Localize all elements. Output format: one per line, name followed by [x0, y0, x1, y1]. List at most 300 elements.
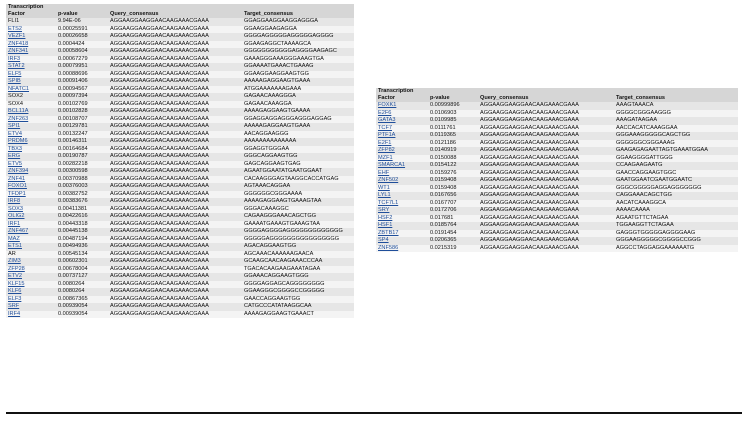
factor-link[interactable]: WT1: [378, 184, 390, 191]
table-row: [376, 215, 738, 223]
pvalue-cell: 0.00487194: [56, 236, 108, 244]
pvalue-cell: 0.0080264: [56, 288, 108, 296]
pvalue-cell: 0.0140919: [428, 147, 478, 155]
target-cell: AAAAGAGGAAGTGAAACT: [242, 311, 354, 319]
factor-link[interactable]: ELF5: [8, 70, 22, 77]
factor-link[interactable]: SP4: [378, 237, 389, 243]
factor-cell: [6, 258, 56, 266]
query-cell: AGGAAGGAAGGAACAAGAAACGAAA: [108, 33, 242, 41]
header-target: Target_consensus: [614, 88, 738, 102]
target-cell: AGAATGTTCTAGAA: [614, 215, 738, 223]
pvalue-cell: 0.0206365: [428, 237, 478, 245]
factor-link[interactable]: ZIM3: [8, 258, 21, 264]
target-cell: AACCACATCAAAGGAA: [614, 125, 738, 133]
query-cell: AGGAAGGAAGGAACAAGAAACGAAA: [108, 153, 242, 161]
pvalue-cell: 0.00383676: [56, 198, 108, 206]
pvalue-cell: 0.00164684: [56, 146, 108, 154]
factor-link[interactable]: FOXO1: [8, 183, 27, 189]
target-cell: GGGGGGGGGGGAGGGGAAGAGC: [242, 48, 354, 56]
factor-cell: [376, 162, 428, 170]
query-cell: AGGAAGGAAGGAACAAGAAACGAAA: [108, 251, 242, 259]
query-cell: AGGAAGGAAGGAACAAGAAACGAAA: [108, 146, 242, 154]
factor-link[interactable]: ERG: [8, 153, 21, 159]
factor-cell: [376, 207, 428, 215]
target-cell: GGAAGGGGATTGGG: [614, 155, 738, 163]
query-cell: AGGAAGGAAGGAACAAGAAACGAAA: [108, 206, 242, 214]
factor-cell: [6, 161, 56, 169]
factor-link[interactable]: SRY: [378, 207, 390, 213]
target-cell: GAATGGAATCGAATGGAATC: [614, 177, 738, 185]
factor-cell: [6, 296, 56, 304]
factor-link[interactable]: ETV5: [8, 160, 22, 167]
pvalue-cell: 0.00146311: [56, 138, 108, 146]
query-cell: AGGAAGGAAGGAACAAGAAACGAAA: [108, 303, 242, 311]
query-cell: AGGAAGGAAGGAACAAGAAACGAAA: [478, 110, 614, 118]
query-cell: AGGAAGGAAGGAACAAGAAACGAAA: [108, 116, 242, 124]
left-table-body: [6, 18, 354, 318]
pvalue-cell: 0.00108707: [56, 116, 108, 124]
factor-cell: [6, 266, 56, 274]
query-cell: AGGAAGGAAGGAACAAGAAACGAAA: [478, 162, 614, 170]
factor-link[interactable]: ZFP82: [378, 147, 395, 153]
factor-link[interactable]: OLIG2: [8, 213, 25, 219]
factor-link[interactable]: ETV2: [8, 273, 22, 279]
pvalue-cell: 0.00445138: [56, 228, 108, 236]
query-cell: AGGAAGGAAGGAACAAGAAACGAAA: [478, 177, 614, 185]
query-cell: AGGAAGGAAGGAACAAGAAACGAAA: [108, 266, 242, 274]
target-cell: CAGGAAACAGCTGG: [614, 192, 738, 200]
query-cell: AGGAAGGAAGGAACAAGAAACGAAA: [108, 131, 242, 139]
query-cell: AGGAAGGAAGGAACAAGAAACGAAA: [108, 168, 242, 176]
header-factor-line1: Transcription: [378, 88, 414, 94]
query-cell: AGGAAGGAAGGAACAAGAAACGAAA: [108, 311, 242, 319]
table-row: [6, 243, 354, 251]
table-row: [6, 138, 354, 146]
query-cell: AGGAAGGAAGGAACAAGAAACGAAA: [108, 191, 242, 199]
factor-cell: [6, 251, 56, 259]
query-cell: AGGAAGGAAGGAACAAGAAACGAAA: [478, 192, 614, 200]
table-row: [6, 71, 354, 79]
table-row: [6, 251, 354, 259]
pvalue-cell: 0.00545134: [56, 251, 108, 259]
pvalue-cell: 0.0167656: [428, 192, 478, 200]
factor-cell: [6, 116, 56, 124]
factor-cell: [376, 200, 428, 208]
query-cell: AGGAAGGAAGGAACAAGAAACGAAA: [108, 86, 242, 94]
factor-name: SOX2: [8, 93, 23, 99]
query-cell: AGGAAGGAAGGAACAAGAAACGAAA: [478, 207, 614, 215]
factor-link[interactable]: EHF: [378, 169, 390, 176]
factor-link[interactable]: SPI1: [8, 123, 21, 129]
table-row: [6, 168, 354, 176]
target-cell: TGACACAAGAAGAAATAGAA: [242, 266, 354, 274]
target-cell: GAAAATGAAAGTGAAAGTAA: [242, 221, 354, 229]
factor-link[interactable]: PTF1A: [378, 132, 396, 138]
table-row: [6, 311, 354, 319]
target-cell: AACAGGAAGGG: [242, 131, 354, 139]
target-cell: GGGGGGCGGGAAAG: [614, 140, 738, 148]
query-cell: AGGAAGGAAGGAACAAGAAACGAAA: [108, 243, 242, 251]
factor-cell: [6, 198, 56, 206]
pvalue-cell: 0.0159276: [428, 170, 478, 178]
factor-link[interactable]: TFDP1: [8, 190, 26, 197]
pvalue-cell: 0.0185764: [428, 222, 478, 230]
factor-link[interactable]: BCL11A: [8, 108, 29, 114]
table-row: [6, 63, 354, 71]
table-row: [376, 237, 738, 245]
factor-link[interactable]: NFATC1: [8, 85, 30, 92]
query-cell: AGGAAGGAAGGAACAAGAAACGAAA: [478, 215, 614, 223]
target-cell: AGGCCTAGGAGGAAAAAATG: [614, 245, 738, 253]
factor-cell: [6, 176, 56, 184]
factor-cell: [376, 147, 428, 155]
factor-cell: [6, 236, 56, 244]
pvalue-cell: 0.017681: [428, 215, 478, 223]
query-cell: AGGAAGGAAGGAACAAGAAACGAAA: [478, 147, 614, 155]
factor-link[interactable]: VEZF1: [8, 33, 26, 39]
factor-link[interactable]: TCF7L1: [378, 199, 399, 206]
table-row: [6, 131, 354, 139]
factor-cell: [6, 138, 56, 146]
target-cell: GGAAGGAAGAGGA: [242, 26, 354, 34]
factor-link[interactable]: ETS2: [8, 25, 22, 32]
factor-link[interactable]: IRF8: [8, 198, 21, 204]
query-cell: AGGAAGGAAGGAACAAGAAACGAAA: [108, 273, 242, 281]
factor-cell: [6, 146, 56, 154]
factor-cell: [6, 303, 56, 311]
query-cell: AGGAAGGAAGGAACAAGAAACGAAA: [108, 123, 242, 131]
pvalue-cell: 0.00058604: [56, 48, 108, 56]
factor-cell: [376, 110, 428, 118]
pvalue-cell: 0.00097394: [56, 93, 108, 101]
table-row: [6, 161, 354, 169]
factor-link[interactable]: LYL1: [378, 192, 391, 198]
table-row: [6, 86, 354, 94]
query-cell: AGGAAGGAAGGAACAAGAAACGAAA: [108, 101, 242, 109]
target-cell: GGAGGAAGGAAGGAGGGA: [242, 18, 354, 26]
pvalue-cell: 0.0159408: [428, 185, 478, 193]
pvalue-cell: 0.00370988: [56, 176, 108, 184]
table-row: [6, 78, 354, 86]
query-cell: AGGAAGGAAGGAACAAGAAACGAAA: [478, 222, 614, 230]
query-cell: AGGAAGGAAGGAACAAGAAACGAAA: [478, 125, 614, 133]
factor-cell: [6, 281, 56, 289]
factor-link[interactable]: HSF2: [378, 214, 393, 221]
table-row: [6, 56, 354, 64]
factor-cell: [6, 183, 56, 191]
factor-link[interactable]: ZNF263: [8, 115, 29, 122]
factor-cell: [376, 155, 428, 163]
factor-link[interactable]: E2F6: [378, 109, 392, 116]
pvalue-cell: 0.00422616: [56, 213, 108, 221]
query-cell: AGGAAGGAAGGAACAAGAAACGAAA: [108, 221, 242, 229]
target-cell: GGAAAATGAAACTGAAAG: [242, 63, 354, 71]
target-cell: AACATCAAAGGCA: [614, 200, 738, 208]
query-cell: AGGAAGGAAGGAACAAGAAACGAAA: [478, 140, 614, 148]
table-row: [376, 192, 738, 200]
table-row: [6, 258, 354, 266]
target-cell: GAACCAGGAAGTGGC: [614, 170, 738, 178]
target-cell: GGGGAGGGGGAGGGGGAGGGG: [242, 33, 354, 41]
factor-link[interactable]: SPIB: [8, 78, 21, 84]
factor-cell: [376, 177, 428, 185]
factor-link[interactable]: ETS1: [8, 243, 22, 249]
factor-cell: [6, 108, 56, 116]
table-row: [6, 273, 354, 281]
pvalue-cell: 0.0159408: [428, 177, 478, 185]
header-factor-line2: Factor: [378, 95, 396, 101]
factor-cell: [6, 18, 56, 26]
query-cell: AGGAAGGAAGGAACAAGAAACGAAA: [478, 117, 614, 125]
query-cell: AGGAAGGAAGGAACAAGAAACGAAA: [108, 198, 242, 206]
factor-link[interactable]: ETV4: [8, 130, 22, 137]
factor-cell: [6, 48, 56, 56]
table-row: [376, 147, 738, 155]
table-row: [6, 288, 354, 296]
factor-link[interactable]: KLF15: [8, 280, 25, 287]
query-cell: AGGAAGGAAGGAACAAGAAACGAAA: [478, 155, 614, 163]
query-cell: AGGAAGGAAGGAACAAGAAACGAAA: [108, 138, 242, 146]
factor-cell: [6, 206, 56, 214]
table-row: [6, 153, 354, 161]
table-row: [6, 281, 354, 289]
pvalue-cell: 0.00102769: [56, 101, 108, 109]
table-row: [6, 221, 354, 229]
header-query: Query_consensus: [108, 4, 242, 18]
query-cell: AGGAAGGAAGGAACAAGAAACGAAA: [478, 237, 614, 245]
target-cell: GAAAGGGAAAGGGAAAGTGA: [242, 56, 354, 64]
left-results-table: [6, 4, 354, 318]
target-cell: CCAAGAAGAATG: [614, 162, 738, 170]
header-pvalue: p-value: [56, 4, 108, 18]
pvalue-cell: 0.0121186: [428, 140, 478, 148]
query-cell: AGGAAGGAAGGAACAAGAAACGAAA: [108, 48, 242, 56]
factor-link[interactable]: SMARCA1: [378, 162, 406, 168]
factor-cell: [6, 63, 56, 71]
query-cell: AGGAAGGAAGGAACAAGAAACGAAA: [108, 56, 242, 64]
pvalue-cell: 0.0109985: [428, 117, 478, 125]
target-cell: TGGAAGGTTCTAGAA: [614, 222, 738, 230]
pvalue-cell: 0.00102828: [56, 108, 108, 116]
table-row: [376, 222, 738, 230]
factor-cell: [376, 140, 428, 148]
target-cell: GCAAGCAACAAGAAACCCAA: [242, 258, 354, 266]
pvalue-cell: 0.0106903: [428, 110, 478, 118]
pvalue-cell: 0.0004424: [56, 41, 108, 49]
factor-cell: [6, 221, 56, 229]
pvalue-cell: 0.00939054: [56, 311, 108, 319]
factor-cell: [6, 33, 56, 41]
factor-link[interactable]: MAZ: [8, 235, 20, 242]
header-factor-line1: Transcription: [8, 4, 44, 10]
factor-link[interactable]: HSF1: [378, 222, 393, 228]
factor-link[interactable]: ZNF502: [378, 177, 399, 183]
target-cell: AAAAAAAAAAAAAA: [242, 138, 354, 146]
pvalue-cell: 0.0150088: [428, 155, 478, 163]
factor-cell: [6, 86, 56, 94]
factor-cell: [376, 170, 428, 178]
target-cell: CATGCCCATATAAGGCAA: [242, 303, 354, 311]
factor-cell: [376, 192, 428, 200]
factor-link[interactable]: ZNF467: [8, 228, 29, 234]
query-cell: AGGAAGGAAGGAACAAGAAACGAAA: [108, 63, 242, 71]
table-row: [376, 125, 738, 133]
pvalue-cell: 0.00025591: [56, 26, 108, 34]
factor-link[interactable]: SRF: [8, 303, 20, 309]
factor-cell: [6, 288, 56, 296]
factor-link[interactable]: STAT2: [8, 63, 25, 69]
factor-cell: [6, 191, 56, 199]
factor-link[interactable]: ZNF41: [8, 175, 26, 182]
factor-cell: [376, 230, 428, 238]
factor-cell: [6, 78, 56, 86]
target-cell: GGGGGGCGGGAAAA: [242, 191, 354, 199]
pvalue-cell: 0.0215319: [428, 245, 478, 253]
target-cell: GAGGGTGGGGGAGGGGAAG: [614, 230, 738, 238]
factor-cell: [6, 153, 56, 161]
pvalue-cell: 0.00300598: [56, 168, 108, 176]
factor-cell: [6, 41, 56, 49]
table-row: [376, 117, 738, 125]
query-cell: AGGAAGGAAGGAACAAGAAACGAAA: [108, 228, 242, 236]
header-query: Query_consensus: [478, 88, 614, 102]
factor-link[interactable]: IRF4: [8, 310, 21, 317]
factor-link[interactable]: E2F1: [378, 139, 392, 146]
table-row: [6, 33, 354, 41]
table-row: [376, 110, 738, 118]
factor-link[interactable]: IRF1: [8, 220, 21, 227]
factor-link[interactable]: SOX3: [8, 205, 23, 212]
factor-link[interactable]: GATA3: [378, 117, 396, 123]
target-cell: AAAAGAGGAAGTGAAAA: [242, 108, 354, 116]
target-cell: GGAAACAGGAAGTGGG: [242, 273, 354, 281]
query-cell: AGGAAGGAAGGAACAAGAAACGAAA: [478, 245, 614, 253]
factor-cell: [376, 185, 428, 193]
target-cell: GGAAGGGCGGGGCCGGGGG: [242, 288, 354, 296]
factor-link[interactable]: ZFP28: [8, 265, 25, 272]
factor-link[interactable]: ELF3: [8, 295, 22, 302]
factor-link[interactable]: MZF1: [378, 154, 393, 161]
target-cell: CAGAAGGGAAACAGCTGG: [242, 213, 354, 221]
query-cell: AGGAAGGAAGGAACAAGAAACGAAA: [108, 213, 242, 221]
table-row: [6, 228, 354, 236]
pvalue-cell: 0.00999896: [428, 102, 478, 110]
query-cell: AGGAAGGAAGGAACAAGAAACGAAA: [108, 258, 242, 266]
query-cell: AGGAAGGAAGGAACAAGAAACGAAA: [478, 185, 614, 193]
target-cell: GAGAACAAAGGGA: [242, 93, 354, 101]
query-cell: AGGAAGGAAGGAACAAGAAACGAAA: [108, 71, 242, 79]
factor-cell: [6, 273, 56, 281]
pvalue-cell: 0.00382752: [56, 191, 108, 199]
pvalue-cell: 0.00132247: [56, 131, 108, 139]
table-row: [6, 213, 354, 221]
right-table-body: [376, 102, 738, 252]
table-row: [6, 303, 354, 311]
query-cell: AGGAAGGAAGGAACAAGAAACGAAA: [108, 288, 242, 296]
pvalue-cell: 0.00282218: [56, 161, 108, 169]
target-cell: AGTAAACAGGAA: [242, 183, 354, 191]
target-cell: GGAAGGAAGGAAGTGG: [242, 71, 354, 79]
table-row: [6, 206, 354, 214]
factor-link[interactable]: ZNF418: [8, 40, 29, 47]
pvalue-cell: 0.00026658: [56, 33, 108, 41]
query-cell: AGGAAGGAAGGAACAAGAAACGAAA: [108, 93, 242, 101]
table-row: [6, 146, 354, 154]
factor-cell: [6, 243, 56, 251]
table-row: [6, 18, 354, 26]
target-cell: AAAACAAAA: [614, 207, 738, 215]
header-factor-line2: Factor: [8, 11, 26, 17]
query-cell: AGGAAGGAAGGAACAAGAAACGAAA: [108, 18, 242, 26]
pvalue-cell: 0.0119365: [428, 132, 478, 140]
table-row: [6, 183, 354, 191]
query-cell: AGGAAGGAAGGAACAAGAAACGAAA: [108, 26, 242, 34]
factor-cell: [376, 245, 428, 253]
target-cell: AAAAGAGGAAGTGAAAGTAA: [242, 198, 354, 206]
target-cell: GAGCAGGAAGTGAG: [242, 161, 354, 169]
pvalue-cell: 0.0154122: [428, 162, 478, 170]
factor-link[interactable]: IRF3: [8, 55, 21, 62]
query-cell: AGGAAGGAAGGAACAAGAAACGAAA: [108, 161, 242, 169]
table-row: [6, 41, 354, 49]
target-cell: GAGAACAAAGGA: [242, 101, 354, 109]
target-cell: GGGACAAAGGC: [242, 206, 354, 214]
factor-link[interactable]: ZNF394: [8, 168, 29, 174]
target-cell: AAAGATAAGAA: [614, 117, 738, 125]
pvalue-cell: 0.0191454: [428, 230, 478, 238]
table-row: [376, 200, 738, 208]
factor-cell: [6, 101, 56, 109]
factor-link[interactable]: TCF7: [378, 124, 392, 131]
table-row: [6, 236, 354, 244]
pvalue-cell: 0.00190787: [56, 153, 108, 161]
factor-link[interactable]: PRDM6: [8, 138, 28, 144]
factor-link[interactable]: ZBTB17: [378, 229, 399, 236]
target-cell: GGAGGTGGGAA: [242, 146, 354, 154]
factor-link[interactable]: TBX3: [8, 145, 22, 152]
factor-cell: [376, 125, 428, 133]
factor-link[interactable]: ZNF341: [8, 48, 29, 54]
table-row: [376, 207, 738, 215]
factor-link[interactable]: KLF6: [8, 288, 22, 294]
table-row: [376, 170, 738, 178]
target-cell: CACAAGGGAGTAAGGCACCATGAG: [242, 176, 354, 184]
table-row: [376, 140, 738, 148]
pvalue-cell: 0.00079951: [56, 63, 108, 71]
target-cell: GAAGAGAGAATTAGTGAAATGGAA: [614, 147, 738, 155]
table-row: [6, 116, 354, 124]
header-pvalue: p-value: [428, 88, 478, 102]
pvalue-cell: 0.00411381: [56, 206, 108, 214]
factor-link[interactable]: ZNF586: [378, 244, 399, 251]
table-row: [6, 123, 354, 131]
factor-cell: [6, 93, 56, 101]
table-row: [376, 177, 738, 185]
query-cell: AGGAAGGAAGGAACAAGAAACGAAA: [108, 41, 242, 49]
pvalue-cell: 0.00091406: [56, 78, 108, 86]
table-row: [6, 266, 354, 274]
target-cell: GGGAAGGGGGCGGGGCCGGG: [614, 237, 738, 245]
factor-link[interactable]: FOXK1: [378, 102, 397, 108]
target-cell: GGGGCGGGAAGGG: [614, 110, 738, 118]
table-row: [376, 230, 738, 238]
pvalue-cell: 0.00376003: [56, 183, 108, 191]
target-cell: GGGGAGGAGCAGGGGGGGG: [242, 281, 354, 289]
query-cell: AGGAAGGAAGGAACAAGAAACGAAA: [478, 230, 614, 238]
pvalue-cell: 0.00867365: [56, 296, 108, 304]
table-row: [6, 108, 354, 116]
pvalue-cell: 0.00939054: [56, 303, 108, 311]
